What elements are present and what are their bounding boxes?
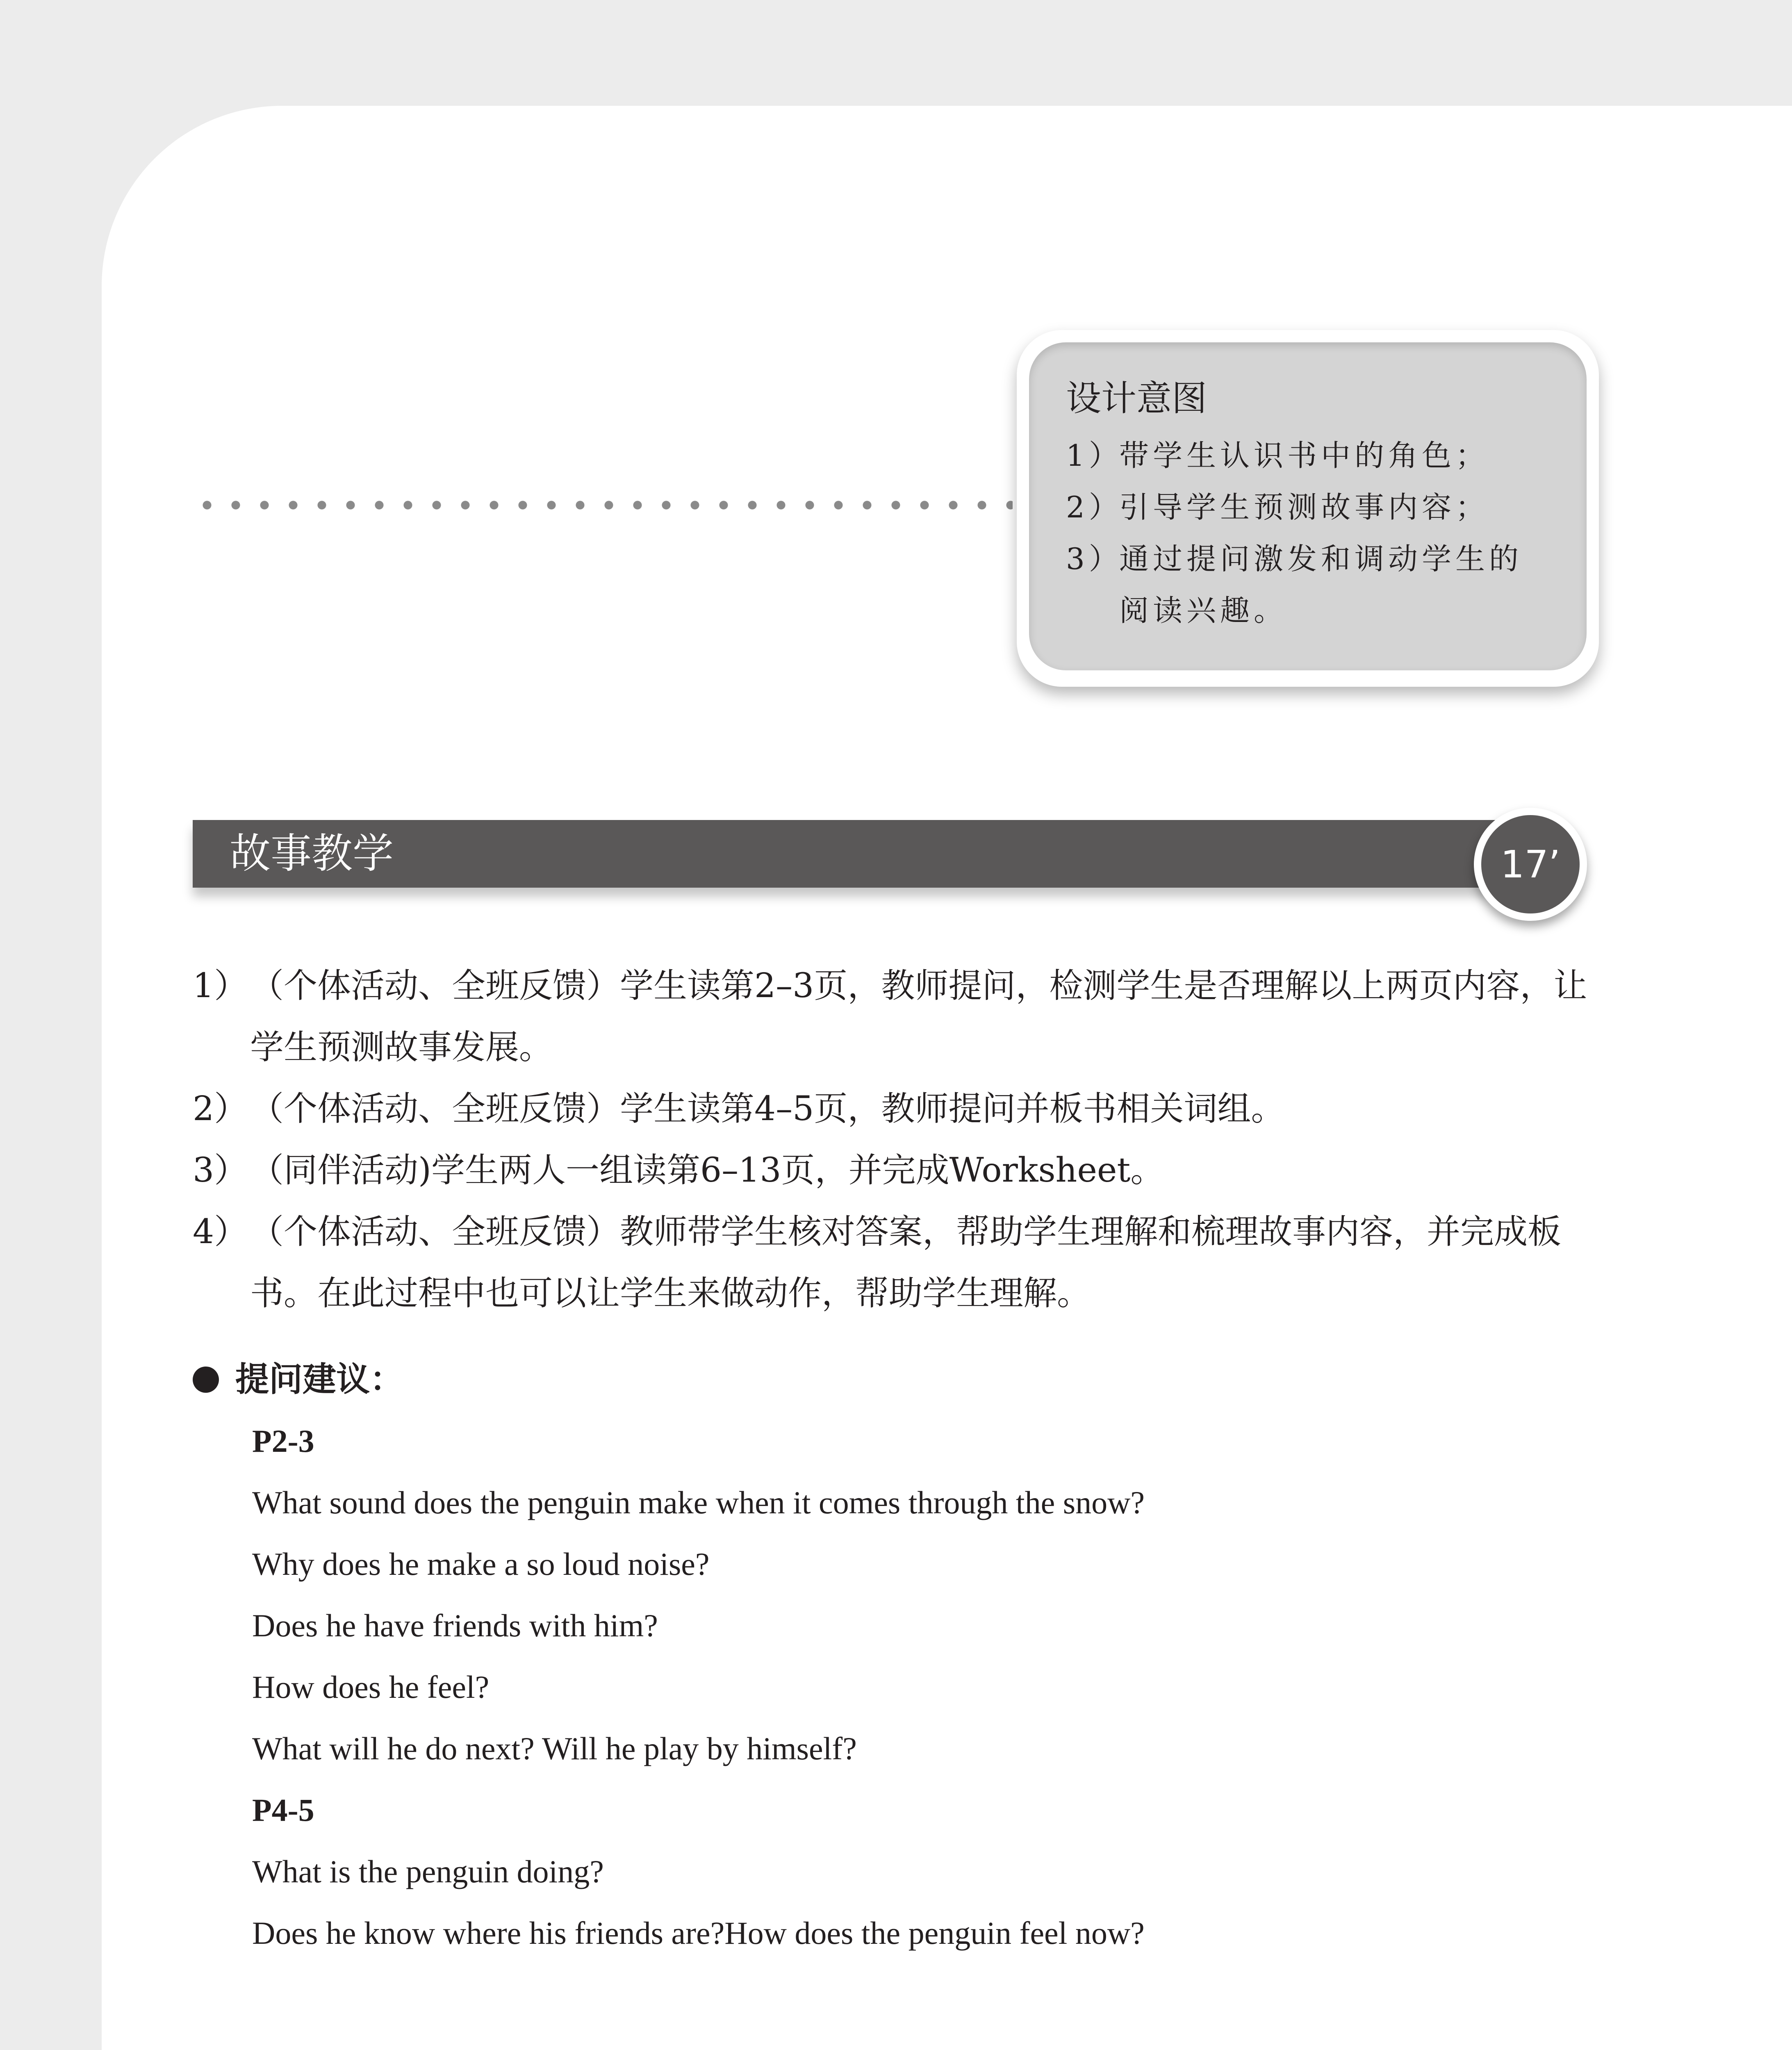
design-intent-box [1017,330,1599,687]
step-text: （个体活动、全班反馈）学生读第2–3页，教师提问，检测学生是否理解以上两页内容，让学生预测故事发展。 [250,966,1587,1067]
step-item [193,1201,1607,1324]
design-intent-panel [1029,342,1587,670]
question-line: What sound does the penguin make when it comes through the snow? [252,1485,1145,1520]
design-intent-item [1066,430,1554,481]
question-list [252,1410,1564,1964]
design-intent-item-num: 1） [1066,438,1123,473]
question-line: Does he know where his friends are?How does the penguin feel now? [252,1915,1145,1951]
question-line: Does he have friends with him? [252,1608,658,1643]
design-intent-title: 设计意图 [1066,378,1207,419]
step-number: 4） [193,1212,248,1251]
bullet-icon [193,1367,219,1393]
time-badge: 17’ [1474,808,1587,921]
question-tips-label: 提问建议： [235,1360,404,1399]
design-intent-item-num: 3） [1066,541,1123,576]
question-line: Why does he make a so loud noise? [252,1546,710,1582]
question-page-label: P2-3 [252,1423,314,1459]
section-title: 故事教学 [230,829,394,877]
design-intent-item-num: 2） [1066,490,1123,524]
step-number: 2） [193,1089,248,1128]
design-intent-item-text: 引导学生预测故事内容； [1119,490,1489,524]
question-line: How does he feel? [252,1669,490,1705]
question-line: What is the penguin doing? [252,1854,604,1889]
step-item [193,955,1607,1078]
step-item [193,1140,1607,1201]
question-page-label: P4-5 [252,1792,314,1828]
question-tips-heading [193,1349,403,1410]
step-text: （个体活动、全班反馈）学生读第4–5页，教师提问并板书相关词组。 [250,1089,1285,1128]
step-text: （个体活动、全班反馈）教师带学生核对答案，帮助学生理解和梳理故事内容，并完成板书。在此过程中也可以让学生来做动作，帮助学生理解。 [250,1212,1562,1313]
step-text: （同伴活动)学生两人一组读第6–13页，并完成Worksheet。 [250,1151,1164,1190]
section-header-bar [193,820,1546,888]
step-number: 3） [193,1151,248,1190]
dotted-divider [193,500,1013,510]
design-intent-item [1066,533,1554,636]
step-number: 1） [193,966,248,1005]
question-line: What will he do next? Will he play by himself? [252,1731,857,1766]
design-intent-item-text: 通过提问激发和调动学生的阅读兴趣。 [1119,541,1523,628]
design-intent-item [1066,481,1554,533]
steps-list [193,955,1607,1324]
design-intent-item-text: 带学生认识书中的角色； [1119,438,1489,473]
step-item [193,1078,1607,1140]
